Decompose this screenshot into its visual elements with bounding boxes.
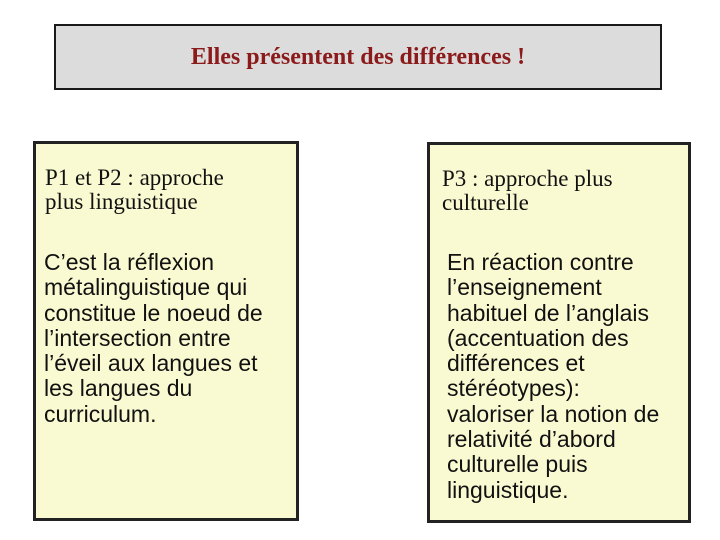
- right-panel-heading: P3 : approche plus culturelle: [442, 166, 613, 215]
- left-panel-heading: P1 et P2 : approche plus linguistique: [45, 165, 224, 214]
- left-panel-body: C’est la réflexion métalinguistique qui constitue le noeud de l’intersection entre l’éveil aux langues et les langues du curriculum.: [44, 249, 263, 427]
- title-box: [54, 24, 662, 90]
- right-panel-body: En réaction contre l’enseignement habituel de l’anglais (accentuation des différences et stéréotypes): valoriser la notion de relativité d’abord culturelle puis linguistique.: [447, 249, 660, 503]
- slide-title: Elles présentent des différences !: [190, 43, 526, 70]
- right-panel: [427, 142, 691, 523]
- left-panel: [33, 141, 299, 521]
